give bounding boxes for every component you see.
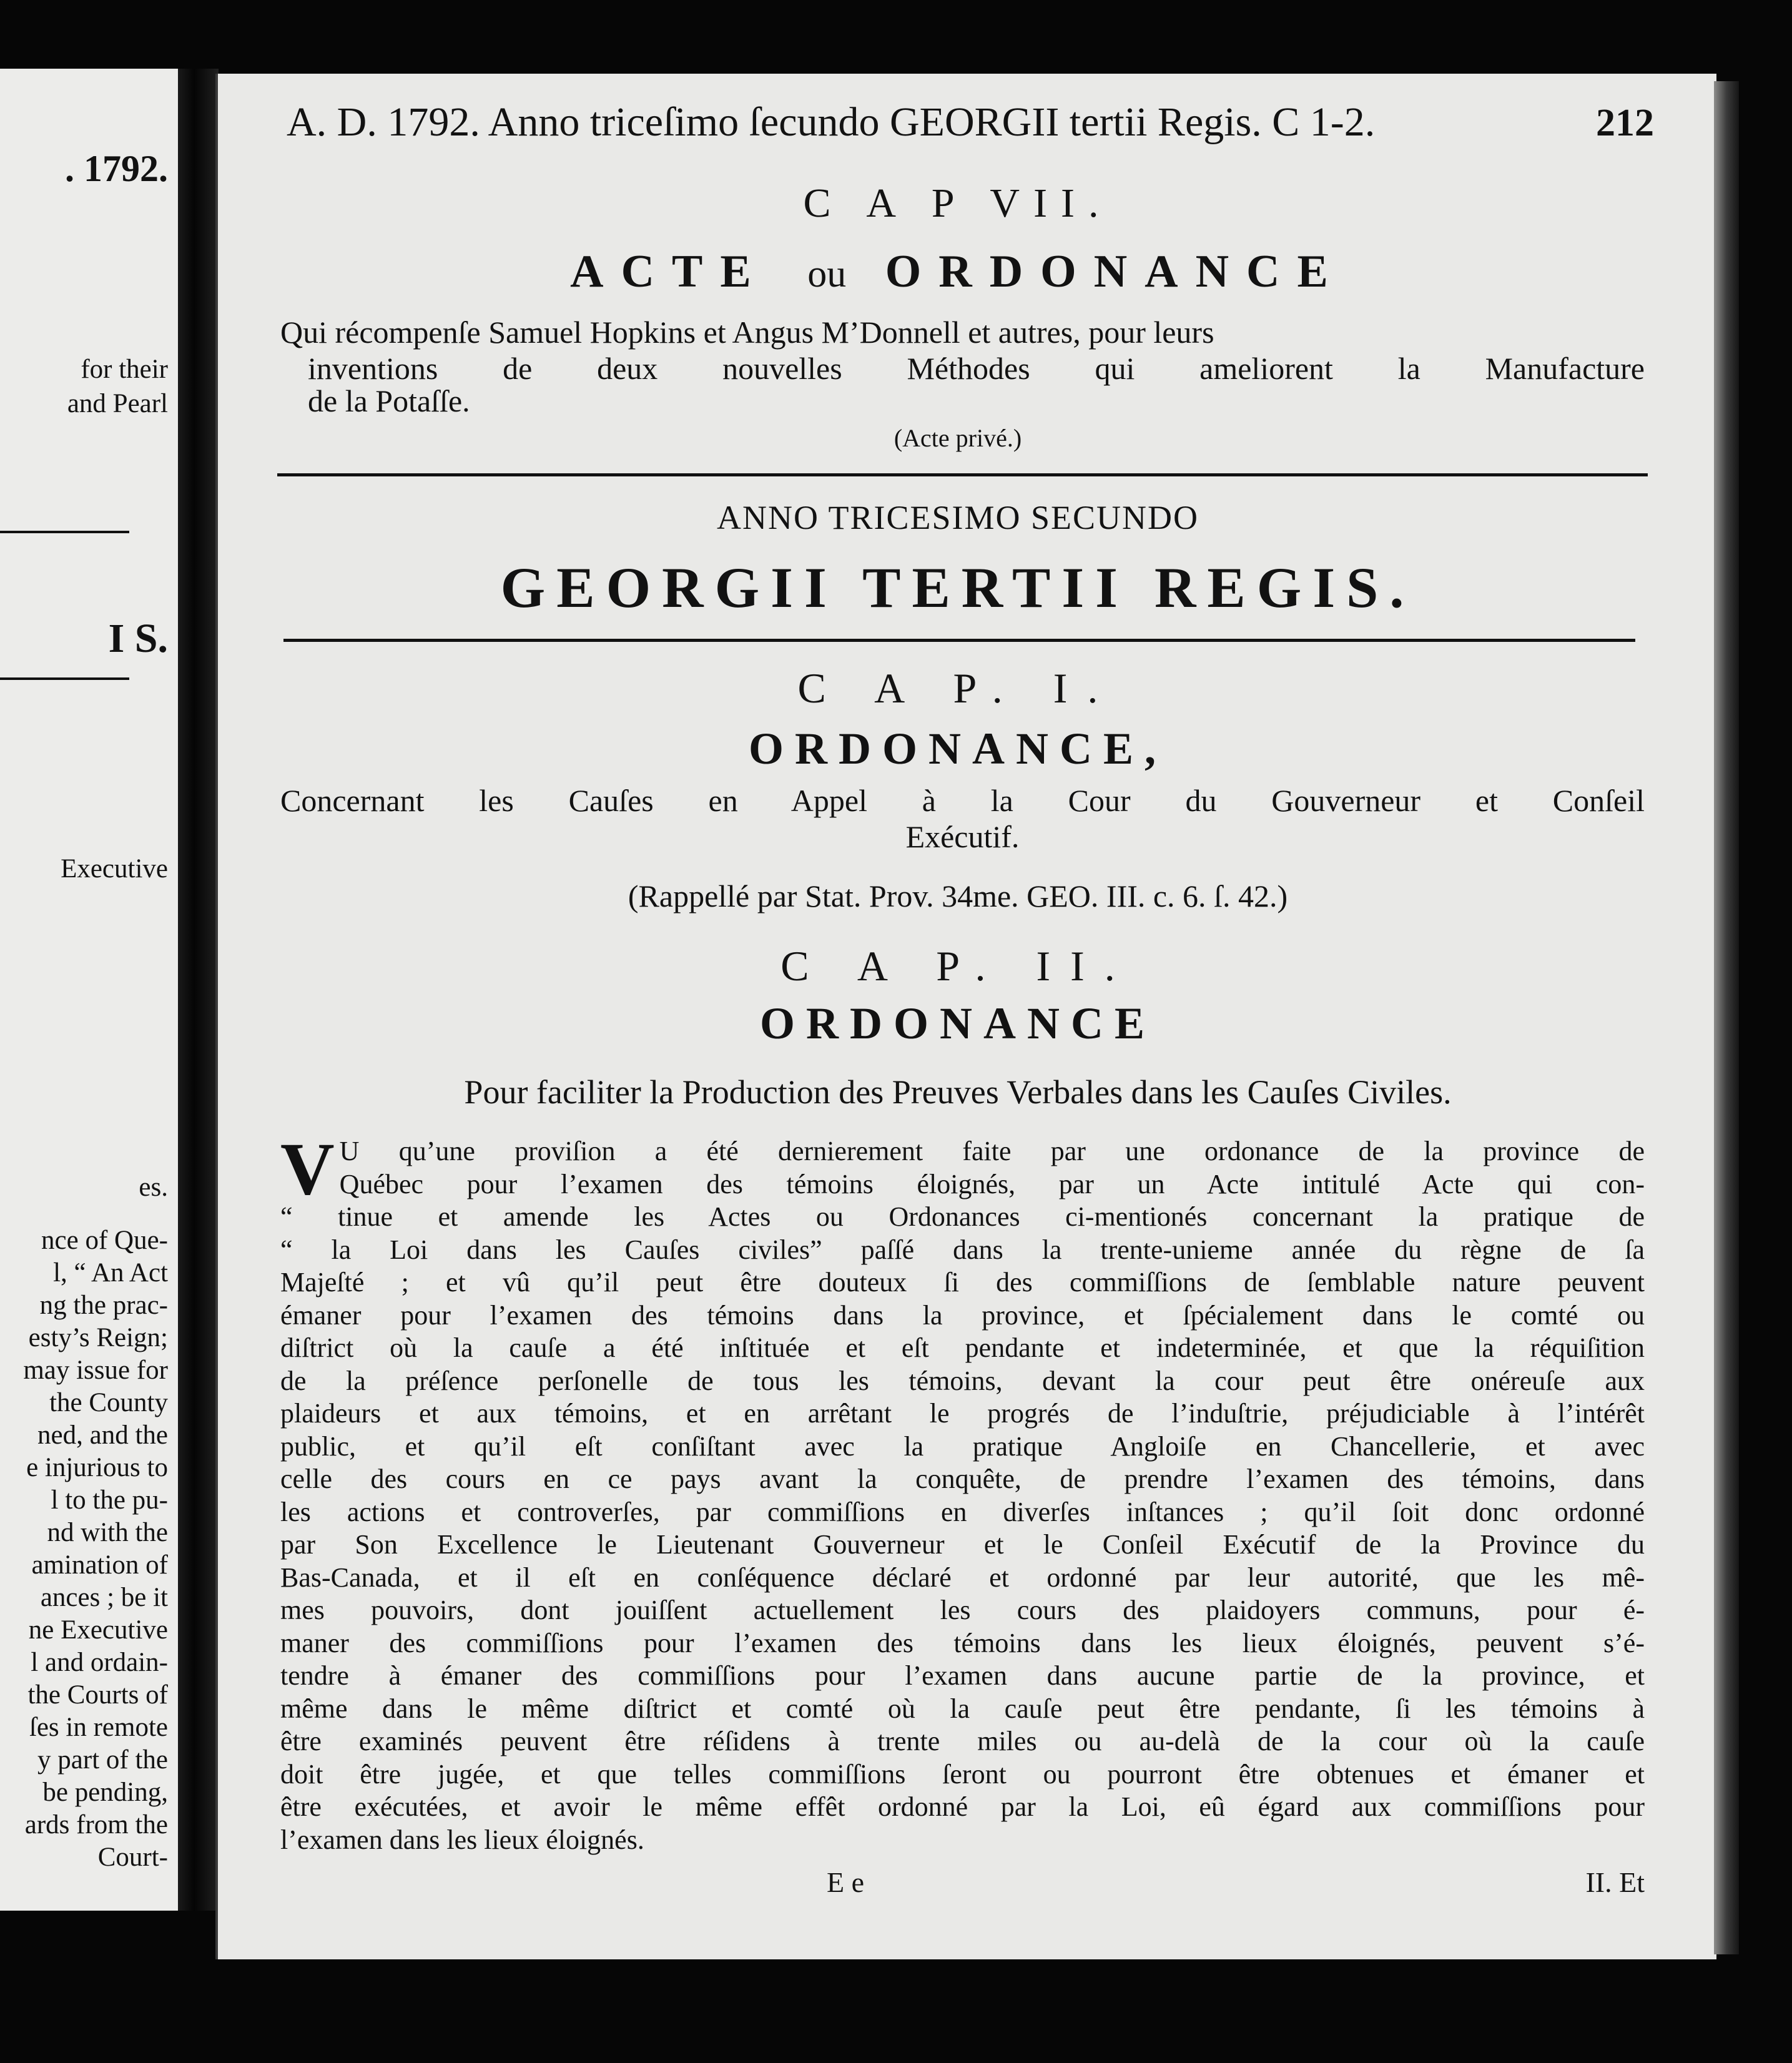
left-page-line: e injurious to: [26, 1453, 168, 1482]
chapter-heading-i: C A P. I.: [797, 664, 1118, 712]
left-page-line: ards from the: [24, 1810, 168, 1839]
rappelle-note: (Rappellé par Stat. Prov. 34me. GEO. III. c. 6. ſ. 42.): [628, 879, 1288, 913]
body-line: les actions et controverſes, par commiſſions en diverſes inſtances ; qu’il ſoit donc ordonné: [280, 1496, 1645, 1527]
left-page-line: es.: [139, 1173, 168, 1202]
body-line: “ la Loi dans les Cauſes civiles” paſſé dans la trente-unieme année du règne de ſa: [280, 1234, 1645, 1265]
signature-mark: E e: [827, 1866, 865, 1898]
chapter-heading-vii: C A P VII.: [803, 180, 1113, 226]
body-line: tendre à émaner des commiſſions pour l’examen dans aucune partie de la province, et: [280, 1660, 1645, 1691]
left-page-line: . 1792.: [65, 148, 168, 189]
cap-i-description-line: Exécutif.: [905, 819, 1020, 854]
body-line: Québec pour l’examen des témoins éloignés, par un Acte intitulé Acte qui con-: [339, 1168, 1645, 1199]
left-page-line: ned, and the: [37, 1420, 168, 1450]
left-page-line: nce of Que-: [41, 1226, 168, 1255]
acte-description: [280, 314, 1645, 387]
section-rule: [283, 639, 1635, 642]
book-gutter: [178, 69, 219, 1911]
chapter-heading-ii: C A P. II.: [780, 942, 1135, 990]
body-line: diſtrict où la cauſe a été inſtituée et eſt pendante et indeterminée, et que la réquiſition: [280, 1332, 1645, 1363]
anno-heading: ANNO TRICESIMO SECUNDO: [716, 499, 1199, 536]
left-page-line: ances ; be it: [40, 1583, 168, 1612]
left-page-line: the Courts of: [27, 1680, 168, 1710]
left-page-line: the County: [49, 1388, 168, 1417]
left-page-line: and Pearl: [67, 389, 168, 418]
left-page-line: Executive: [61, 854, 168, 884]
left-page-line: y part of the: [37, 1745, 168, 1775]
left-page-line: l and ordain-: [31, 1648, 168, 1677]
ordinance-body: [280, 1127, 1645, 1856]
body-line: de la préſence perſonelle de tous les témoins, devant la cour peut être onéreuſe aux: [280, 1365, 1645, 1396]
body-line: U qu’une proviſion a été dernierement faite par une ordonance de la province de: [339, 1136, 1645, 1166]
body-line: l’examen dans les lieux éloignés.: [280, 1824, 644, 1855]
body-line: émaner pour l’examen des témoins dans la province, et ſpécialement dans le comté ou: [280, 1299, 1645, 1331]
page-number: 212: [1596, 102, 1654, 144]
ou-word: ou: [807, 253, 847, 295]
body-line: mes pouvoirs, dont jouiſſent actuellement les cours des plaidoyers communs, pour é-: [280, 1595, 1645, 1625]
left-page-line: ng the prac-: [39, 1291, 168, 1320]
left-page-line: nd with the: [47, 1518, 168, 1547]
body-line: être exécutées, et avoir le même effêt ordonné par la Loi, eû égard aux commiſſions pour: [280, 1791, 1645, 1822]
running-head: [287, 99, 1654, 146]
cap-i-description-line: Concernant les Cauſes en Appel à la Cour du Gouverneur et Conſeil: [280, 783, 1645, 818]
section-rule: [277, 473, 1648, 476]
body-line: “ tinue et amende les Actes ou Ordonances ci-mentionés concernant la pratique de: [280, 1201, 1645, 1232]
page-edge: [1714, 81, 1739, 1954]
document-page: [215, 74, 1716, 1959]
georgii-heading: GEORGII TERTII REGIS.: [500, 556, 1415, 619]
left-page-line: ſes in remote: [29, 1713, 168, 1742]
acte-prive-note: (Acte privé.): [894, 424, 1022, 452]
body-line: doit être jugée, et que telles commiſſions ſeront ou pourront être obtenues et émaner et: [280, 1758, 1645, 1790]
left-page-line: amination of: [31, 1550, 168, 1580]
left-page-line: Court-: [97, 1843, 168, 1872]
left-page-line: ne Executive: [28, 1615, 168, 1645]
body-line: Majeſté ; et vû qu’il peut être douteux ſi des commiſſions de ſemblable nature peuvent: [280, 1267, 1645, 1297]
body-line: Bas-Canada, et il eſt en conſéquence déclaré et ordonné par leur autorité, que les mê-: [280, 1562, 1645, 1593]
acte-description-line: inventions de deux nouvelles Méthodes qui ameliorent la Manufacture: [308, 351, 1645, 386]
body-line: par Son Excellence le Lieutenant Gouverneur et le Conſeil Exécutif de la Province du: [280, 1529, 1645, 1560]
left-page-line: esty’s Reign;: [28, 1323, 168, 1352]
body-line: celle des cours en ce pays avant la conquête, de prendre l’examen des témoins, dans: [280, 1464, 1645, 1494]
left-page-line: may issue for: [23, 1356, 168, 1385]
acte-ordonance-title: [262, 245, 1654, 298]
acte-description-line: de la Potaſſe.: [308, 383, 470, 418]
left-page-rule: [0, 677, 129, 680]
left-facing-page: [0, 69, 180, 1911]
body-line: même dans le même diſtrict et comté où la cauſe peut être pendante, ſi les témoins à: [280, 1693, 1645, 1724]
catchword: II. Et: [1585, 1866, 1645, 1898]
ordonance-heading-ii: ORDONANCE: [759, 998, 1156, 1048]
running-head-text: A. D. 1792. Anno triceſimo ſecundo GEORGII tertii Regis. C 1-2.: [287, 99, 1376, 145]
ordonance-heading-i: ORDONANCE,: [748, 724, 1167, 774]
acte-description-line: Qui récompenſe Samuel Hopkins et Angus M’Donnell et autres, pour leurs: [280, 315, 1214, 350]
body-line: être examinés peuvent être réſidens à trente miles ou au-delà de la cour où la cauſe: [280, 1726, 1645, 1756]
cap-i-description: [280, 782, 1645, 855]
left-page-line: l to the pu-: [51, 1485, 168, 1515]
body-line: maner des commiſſions pour l’examen des témoins dans les lieux éloignés, peuvent s’é-: [280, 1627, 1645, 1658]
body-line: public, et qu’il eſt conſiſtant avec la pratique Angloiſe en Chancellerie, et avec: [280, 1430, 1645, 1462]
acte-word: ACTE: [570, 246, 769, 297]
left-page-line: be pending,: [42, 1778, 168, 1807]
left-page-line: I S.: [108, 616, 168, 661]
left-page-rule: [0, 531, 129, 533]
body-line: plaideurs et aux témoins, et en arrêtant le progrés de l’induſtrie, préjudiciable à l’intérêt: [280, 1398, 1645, 1429]
cap-ii-description: Pour faciliter la Production des Preuves Verbales dans les Cauſes Civiles.: [464, 1073, 1452, 1111]
drop-capital: V: [280, 1127, 335, 1210]
ordonance-word: ORDONANCE: [885, 246, 1346, 297]
left-page-line: for their: [81, 355, 168, 384]
left-page-line: l, “ An Act: [53, 1258, 168, 1288]
